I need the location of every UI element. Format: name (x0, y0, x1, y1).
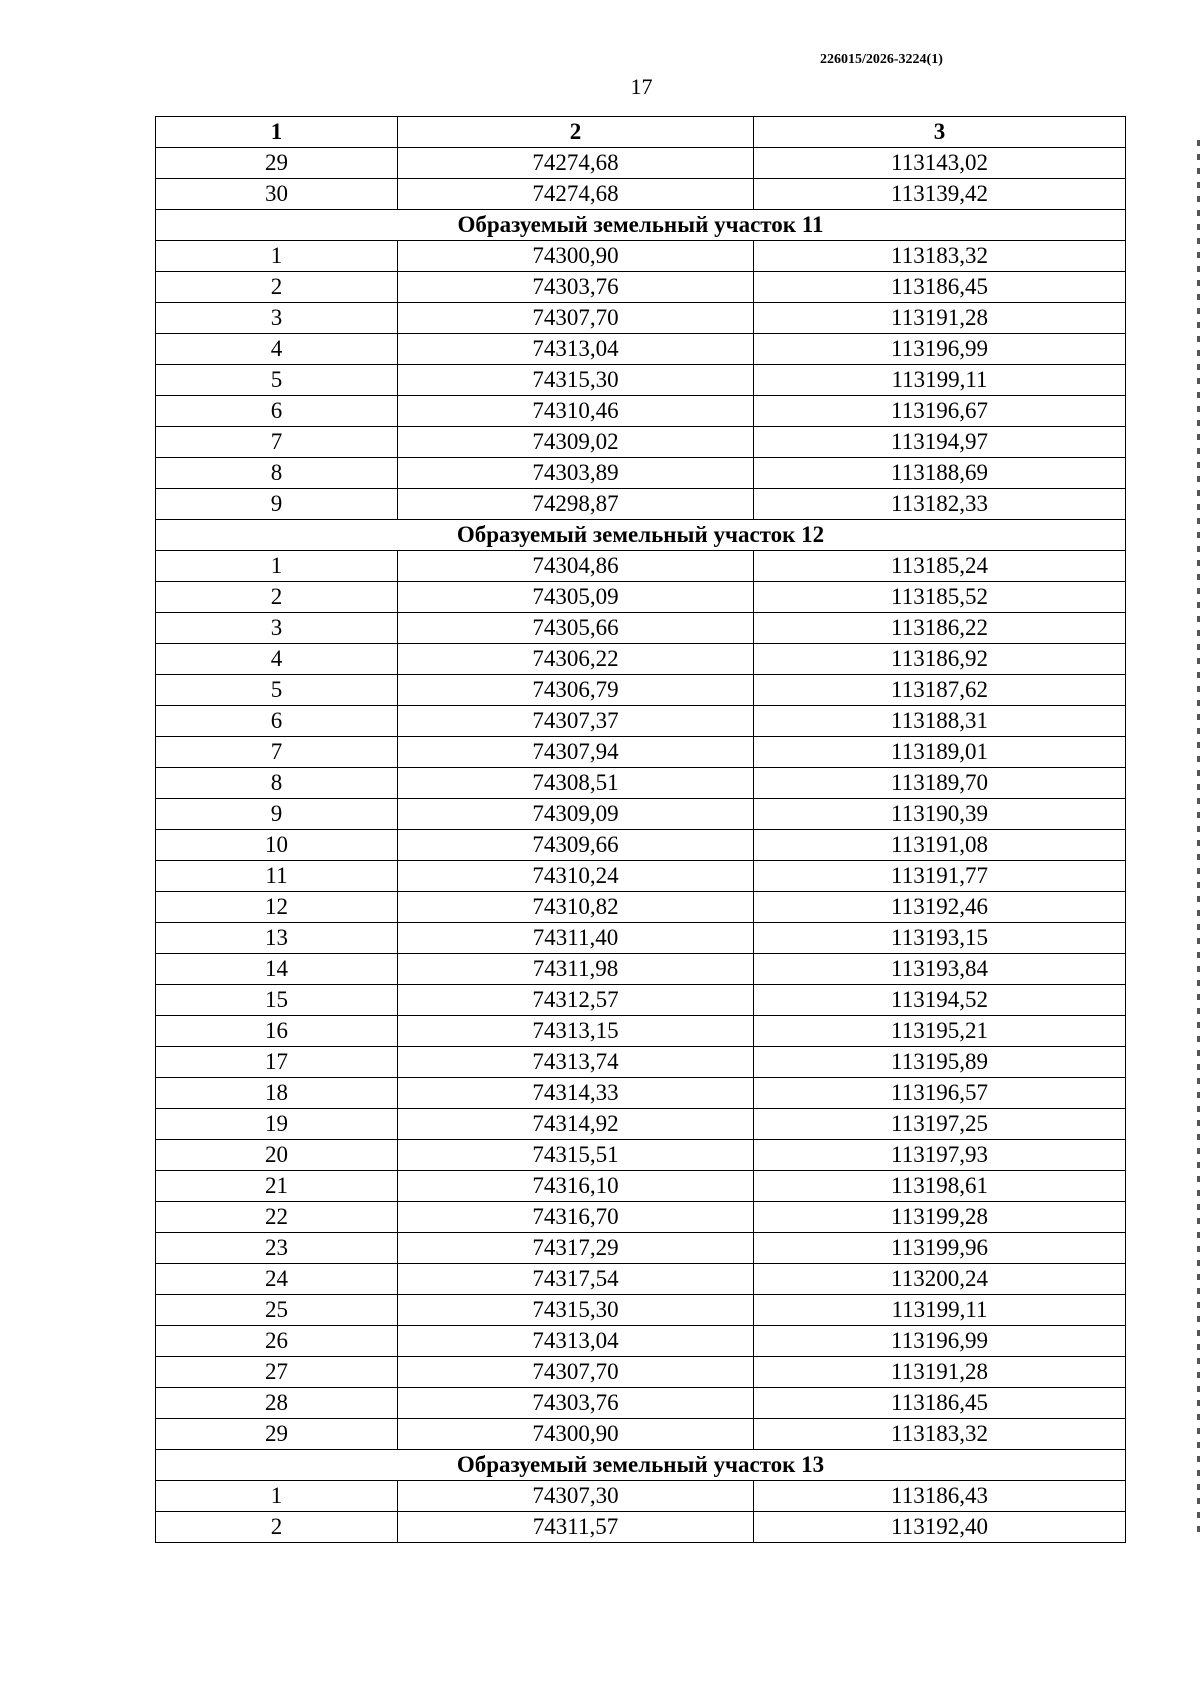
x-coordinate-cell: 74274,68 (398, 179, 754, 210)
table-row (156, 1233, 1126, 1264)
x-coordinate-cell: 74298,87 (398, 489, 754, 520)
y-coordinate-cell: 113191,77 (754, 861, 1126, 892)
point-number-cell: 15 (156, 985, 398, 1016)
table-row (156, 1078, 1126, 1109)
y-coordinate-cell: 113186,45 (754, 272, 1126, 303)
point-number-cell: 8 (156, 768, 398, 799)
section-title: Образуемый земельный участок 13 (156, 1450, 1126, 1481)
y-coordinate-cell: 113196,57 (754, 1078, 1126, 1109)
x-coordinate-cell: 74312,57 (398, 985, 754, 1016)
x-coordinate-cell: 74317,54 (398, 1264, 754, 1295)
table-row (156, 334, 1126, 365)
point-number-cell: 25 (156, 1295, 398, 1326)
point-number-cell: 6 (156, 396, 398, 427)
table-row (156, 1512, 1126, 1543)
x-coordinate-cell: 74313,04 (398, 1326, 754, 1357)
point-number-cell: 29 (156, 148, 398, 179)
x-coordinate-cell: 74317,29 (398, 1233, 754, 1264)
x-coordinate-cell: 74307,70 (398, 303, 754, 334)
x-coordinate-cell: 74274,68 (398, 148, 754, 179)
point-number-cell: 6 (156, 706, 398, 737)
x-coordinate-cell: 74309,02 (398, 427, 754, 458)
y-coordinate-cell: 113191,28 (754, 303, 1126, 334)
point-number-cell: 23 (156, 1233, 398, 1264)
table-row (156, 799, 1126, 830)
x-coordinate-cell: 74310,82 (398, 892, 754, 923)
x-coordinate-cell: 74316,70 (398, 1202, 754, 1233)
point-number-cell: 24 (156, 1264, 398, 1295)
x-coordinate-cell: 74303,89 (398, 458, 754, 489)
table-row (156, 272, 1126, 303)
y-coordinate-cell: 113139,42 (754, 179, 1126, 210)
table-body (156, 148, 1126, 1543)
y-coordinate-cell: 113187,62 (754, 675, 1126, 706)
x-coordinate-cell: 74310,46 (398, 396, 754, 427)
section-title: Образуемый земельный участок 12 (156, 520, 1126, 551)
table-row (156, 1016, 1126, 1047)
y-coordinate-cell: 113188,31 (754, 706, 1126, 737)
table-row (156, 427, 1126, 458)
point-number-cell: 8 (156, 458, 398, 489)
x-coordinate-cell: 74307,70 (398, 1357, 754, 1388)
point-number-cell: 13 (156, 923, 398, 954)
y-coordinate-cell: 113189,70 (754, 768, 1126, 799)
x-coordinate-cell: 74305,09 (398, 582, 754, 613)
point-number-cell: 1 (156, 551, 398, 582)
point-number-cell: 10 (156, 830, 398, 861)
x-coordinate-cell: 74303,76 (398, 1388, 754, 1419)
x-coordinate-cell: 74306,22 (398, 644, 754, 675)
point-number-cell: 17 (156, 1047, 398, 1078)
x-coordinate-cell: 74315,30 (398, 365, 754, 396)
point-number-cell: 16 (156, 1016, 398, 1047)
y-coordinate-cell: 113197,25 (754, 1109, 1126, 1140)
point-number-cell: 4 (156, 644, 398, 675)
table-row (156, 1388, 1126, 1419)
section-heading-row (156, 210, 1126, 241)
x-coordinate-cell: 74307,37 (398, 706, 754, 737)
y-coordinate-cell: 113196,67 (754, 396, 1126, 427)
x-coordinate-cell: 74309,09 (398, 799, 754, 830)
point-number-cell: 20 (156, 1140, 398, 1171)
table-row (156, 768, 1126, 799)
x-coordinate-cell: 74311,98 (398, 954, 754, 985)
point-number-cell: 28 (156, 1388, 398, 1419)
x-coordinate-cell: 74313,74 (398, 1047, 754, 1078)
table-row (156, 303, 1126, 334)
x-coordinate-cell: 74313,04 (398, 334, 754, 365)
table-row (156, 830, 1126, 861)
y-coordinate-cell: 113199,11 (754, 1295, 1126, 1326)
column-header-3: 3 (754, 117, 1126, 148)
table-row (156, 551, 1126, 582)
table-row (156, 1481, 1126, 1512)
table-row (156, 489, 1126, 520)
table-row (156, 675, 1126, 706)
point-number-cell: 2 (156, 1512, 398, 1543)
y-coordinate-cell: 113198,61 (754, 1171, 1126, 1202)
table-row (156, 1202, 1126, 1233)
table-row (156, 365, 1126, 396)
y-coordinate-cell: 113186,22 (754, 613, 1126, 644)
table-row (156, 241, 1126, 272)
y-coordinate-cell: 113192,40 (754, 1512, 1126, 1543)
y-coordinate-cell: 113200,24 (754, 1264, 1126, 1295)
table-row (156, 1140, 1126, 1171)
point-number-cell: 19 (156, 1109, 398, 1140)
point-number-cell: 26 (156, 1326, 398, 1357)
y-coordinate-cell: 113193,84 (754, 954, 1126, 985)
coordinates-table (155, 116, 1126, 1543)
point-number-cell: 14 (156, 954, 398, 985)
x-coordinate-cell: 74314,33 (398, 1078, 754, 1109)
point-number-cell: 29 (156, 1419, 398, 1450)
x-coordinate-cell: 74314,92 (398, 1109, 754, 1140)
y-coordinate-cell: 113186,92 (754, 644, 1126, 675)
page-number (0, 74, 1200, 100)
point-number-cell: 7 (156, 737, 398, 768)
point-number-cell: 22 (156, 1202, 398, 1233)
y-coordinate-cell: 113196,99 (754, 1326, 1126, 1357)
column-header-1: 1 (156, 117, 398, 148)
table-row (156, 892, 1126, 923)
table-row (156, 861, 1126, 892)
point-number-cell: 1 (156, 241, 398, 272)
table-row (156, 954, 1126, 985)
y-coordinate-cell: 113191,28 (754, 1357, 1126, 1388)
table-row (156, 613, 1126, 644)
y-coordinate-cell: 113196,99 (754, 334, 1126, 365)
point-number-cell: 7 (156, 427, 398, 458)
x-coordinate-cell: 74300,90 (398, 241, 754, 272)
x-coordinate-cell: 74307,94 (398, 737, 754, 768)
y-coordinate-cell: 113197,93 (754, 1140, 1126, 1171)
table-row (156, 1047, 1126, 1078)
y-coordinate-cell: 113194,97 (754, 427, 1126, 458)
x-coordinate-cell: 74311,40 (398, 923, 754, 954)
document-number: 226015/2026-3224(1) (820, 52, 943, 67)
point-number-cell: 5 (156, 365, 398, 396)
point-number-cell: 9 (156, 489, 398, 520)
x-coordinate-cell: 74315,30 (398, 1295, 754, 1326)
point-number-cell: 11 (156, 861, 398, 892)
x-coordinate-cell: 74304,86 (398, 551, 754, 582)
y-coordinate-cell: 113188,69 (754, 458, 1126, 489)
y-coordinate-cell: 113143,02 (754, 148, 1126, 179)
point-number-cell: 2 (156, 272, 398, 303)
section-title: Образуемый земельный участок 11 (156, 210, 1126, 241)
table-row (156, 985, 1126, 1016)
table-row (156, 706, 1126, 737)
column-header-2: 2 (398, 117, 754, 148)
x-coordinate-cell: 74306,79 (398, 675, 754, 706)
point-number-cell: 3 (156, 303, 398, 334)
section-heading-row (156, 1450, 1126, 1481)
table-header-row (156, 117, 1126, 148)
section-heading-row (156, 520, 1126, 551)
point-number-cell: 30 (156, 179, 398, 210)
table-row (156, 1109, 1126, 1140)
x-coordinate-cell: 74307,30 (398, 1481, 754, 1512)
y-coordinate-cell: 113195,89 (754, 1047, 1126, 1078)
x-coordinate-cell: 74315,51 (398, 1140, 754, 1171)
y-coordinate-cell: 113192,46 (754, 892, 1126, 923)
table-row (156, 1295, 1126, 1326)
y-coordinate-cell: 113199,28 (754, 1202, 1126, 1233)
page-number-text: 17 (630, 74, 653, 99)
point-number-cell: 4 (156, 334, 398, 365)
x-coordinate-cell: 74310,24 (398, 861, 754, 892)
y-coordinate-cell: 113183,32 (754, 241, 1126, 272)
y-coordinate-cell: 113190,39 (754, 799, 1126, 830)
y-coordinate-cell: 113199,11 (754, 365, 1126, 396)
table-row (156, 1357, 1126, 1388)
y-coordinate-cell: 113195,21 (754, 1016, 1126, 1047)
point-number-cell: 9 (156, 799, 398, 830)
x-coordinate-cell: 74303,76 (398, 272, 754, 303)
y-coordinate-cell: 113194,52 (754, 985, 1126, 1016)
point-number-cell: 12 (156, 892, 398, 923)
table-row (156, 148, 1126, 179)
y-coordinate-cell: 113199,96 (754, 1233, 1126, 1264)
y-coordinate-cell: 113185,24 (754, 551, 1126, 582)
table-row (156, 458, 1126, 489)
table-row (156, 179, 1126, 210)
y-coordinate-cell: 113182,33 (754, 489, 1126, 520)
table-row (156, 644, 1126, 675)
point-number-cell: 5 (156, 675, 398, 706)
table-row (156, 737, 1126, 768)
table-row (156, 582, 1126, 613)
x-coordinate-cell: 74300,90 (398, 1419, 754, 1450)
table-row (156, 1171, 1126, 1202)
x-coordinate-cell: 74305,66 (398, 613, 754, 644)
y-coordinate-cell: 113186,43 (754, 1481, 1126, 1512)
y-coordinate-cell: 113193,15 (754, 923, 1126, 954)
y-coordinate-cell: 113185,52 (754, 582, 1126, 613)
y-coordinate-cell: 113186,45 (754, 1388, 1126, 1419)
point-number-cell: 2 (156, 582, 398, 613)
point-number-cell: 18 (156, 1078, 398, 1109)
table-row (156, 1326, 1126, 1357)
table-row (156, 923, 1126, 954)
point-number-cell: 1 (156, 1481, 398, 1512)
x-coordinate-cell: 74313,15 (398, 1016, 754, 1047)
y-coordinate-cell: 113189,01 (754, 737, 1126, 768)
table-row (156, 1419, 1126, 1450)
table-row (156, 396, 1126, 427)
y-coordinate-cell: 113183,32 (754, 1419, 1126, 1450)
x-coordinate-cell: 74308,51 (398, 768, 754, 799)
point-number-cell: 3 (156, 613, 398, 644)
x-coordinate-cell: 74309,66 (398, 830, 754, 861)
x-coordinate-cell: 74311,57 (398, 1512, 754, 1543)
y-coordinate-cell: 113191,08 (754, 830, 1126, 861)
x-coordinate-cell: 74316,10 (398, 1171, 754, 1202)
point-number-cell: 27 (156, 1357, 398, 1388)
point-number-cell: 21 (156, 1171, 398, 1202)
table-row (156, 1264, 1126, 1295)
